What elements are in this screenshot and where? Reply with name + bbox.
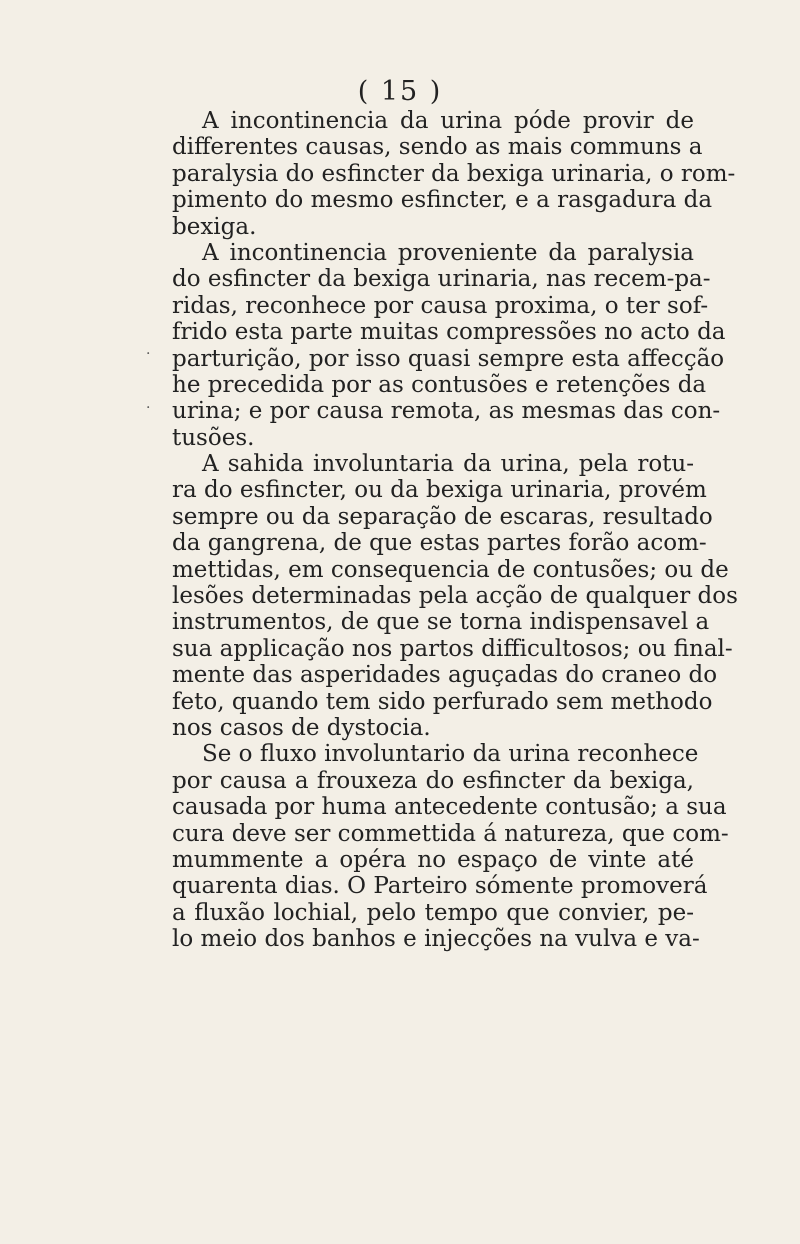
text-line: A sahida involuntaria da urina, pela rotu- bbox=[202, 451, 694, 478]
text-line: causada por huma antecedente contusão; a sua bbox=[172, 794, 727, 821]
paragraph bbox=[172, 108, 736, 240]
text-line: quarenta dias. O Parteiro sómente promoverá bbox=[172, 873, 708, 900]
text-line: bexiga. bbox=[172, 213, 257, 240]
text-line: a fluxão lochial, pelo tempo que convier, pe- bbox=[172, 899, 694, 926]
text-line: A incontinencia proveniente da paralysia bbox=[202, 239, 694, 266]
paragraph bbox=[172, 741, 729, 953]
text-line: feto, quando tem sido perfurado sem methodo bbox=[172, 688, 713, 715]
text-line: ra do esfincter, ou da bexiga urinaria, provém bbox=[172, 477, 707, 504]
text-line: tusões. bbox=[172, 424, 255, 451]
text-line: por causa a frouxeza do esfincter da bexiga, bbox=[172, 767, 694, 794]
text-line: mente das asperidades aguçadas do craneo do bbox=[172, 662, 718, 689]
text-line: lo meio dos banhos e injecções na vulva e va- bbox=[172, 926, 700, 953]
text-line: sua applicação nos partos difficultosos; ou final- bbox=[172, 635, 733, 662]
text-line: frido esta parte muitas compressões no acto da bbox=[172, 319, 726, 346]
text-line: parturição, por isso quasi sempre esta affecção bbox=[172, 345, 725, 372]
text-line: mummente a opéra no espaço de vinte até bbox=[172, 846, 694, 873]
margin-mark: · bbox=[146, 346, 151, 362]
text-line: sempre ou da separação de escaras, resultado bbox=[172, 503, 713, 530]
page-number: ( 15 ) bbox=[357, 76, 443, 107]
text-line: Se o fluxo involuntario da urina reconhece bbox=[202, 741, 699, 768]
text-line: ridas, reconhece por causa proxima, o ter sof- bbox=[172, 292, 709, 319]
text-line: cura deve ser commettida á natureza, que com- bbox=[172, 820, 729, 847]
body-text bbox=[172, 108, 738, 953]
text-line: da gangrena, de que estas partes forão acom- bbox=[172, 530, 707, 557]
text-line: nos casos de dystocia. bbox=[172, 714, 431, 741]
text-line: urina; e por causa remota, as mesmas das con- bbox=[172, 398, 721, 425]
text-line: instrumentos, de que se torna indispensavel a bbox=[172, 609, 710, 636]
text-line: differentes causas, sendo as mais communs a bbox=[172, 134, 703, 161]
text-line: pimento do mesmo esfincter, e a rasgadura da bbox=[172, 187, 713, 214]
text-line: A incontinencia da urina póde provir de bbox=[202, 108, 694, 134]
paragraph bbox=[172, 451, 738, 741]
margin-mark: · bbox=[146, 400, 151, 416]
text-line: do esfincter da bexiga urinaria, nas recem-pa- bbox=[172, 266, 711, 293]
paragraph bbox=[172, 239, 726, 451]
text-line: he precedida por as contusões e retenções da bbox=[172, 371, 707, 398]
text-line: paralysia do esfincter da bexiga urinaria, o rom- bbox=[172, 160, 736, 187]
text-line: mettidas, em consequencia de contusões; ou de bbox=[172, 556, 729, 583]
text-line: lesões determinadas pela acção de qualquer dos bbox=[172, 583, 738, 610]
